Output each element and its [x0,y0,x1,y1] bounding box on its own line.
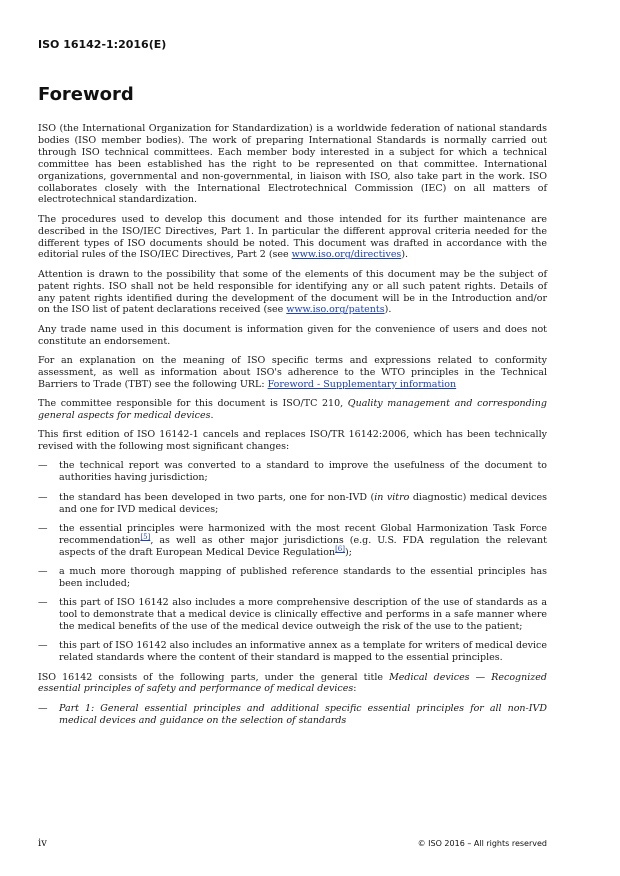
paragraph-patents [38,269,547,317]
dash-bullet: — [38,702,48,714]
list-item [38,566,547,590]
committee-name: Quality management and corresponding general aspects for medical devices [38,398,547,421]
paragraph-edition: This first edition of ISO 16142-1 cancels and replaces ISO/TR 16142:2006, which has been technically revised with the following most significant changes: [38,429,547,453]
paragraph-iso-intro: ISO (the International Organization for Standardization) is a worldwide federation of national standards bodies (ISO member bodies). The work of preparing International Standards is normally carried out through ISO technical committees. Each member body interested in a subject for which a technical committee has been established has the right to be represented on that committee. International organizations, governmental and non-governmental, in liaison with ISO, also take part in the work. ISO collaborates closely with the International Electrotechnical Commission (IEC) on all matters of electrotechnical standardization. [38,123,547,206]
paragraph-conformity [38,355,547,391]
page-number: iv [38,838,47,849]
paragraph-trade-name: Any trade name used in this document is information given for the convenience of users and does not constitute an endorsement. [38,323,547,347]
copyright-notice: © ISO 2016 – All rights reserved [417,839,547,848]
list-item-text: diagnostic) medical devices and one for IVD medical devices; [59,491,547,515]
dash-bullet: — [38,460,48,472]
list-item-text: a much more thorough mapping of published reference standards to the essential principles has been included; [59,566,547,589]
list-item [38,597,547,633]
directives-link[interactable]: www.iso.org/directives [291,249,402,261]
paragraph-parts-end: : [353,683,357,695]
paragraph-committee-text: The committee responsible for this document is ISO/TC 210, [38,398,348,410]
supplementary-info-link[interactable]: Foreword - Supplementary information [267,378,457,390]
paragraph-committee [38,398,547,422]
paragraph-patents-text: Attention is drawn to the possibility that some of the elements of this document may be the subject of patent rights. ISO shall not be held responsible for identifying any or all such patent rights. Details of any patent rights identified during the development of the document will be in the Introduction and/or on the ISO list of patent declarations received (see [38,268,547,316]
list-item [38,523,547,559]
list-item-text: this part of ISO 16142 also includes a more comprehensive description of the use of standards as a tool to demonstrate that a medical device is clinically effective and performs in a safe manner where the medical benefits of the use of the medical device outweigh the risk of the use to the patient; [59,597,547,633]
paragraph-conformity-text: For an explanation on the meaning of ISO specific terms and expressions related to conformity assessment, as well as information about ISO's adherence to the WTO principles in the Technical Barriers to Trade (TBT) see the following URL: [38,354,547,390]
list-item [38,703,547,727]
in-vitro-italic: in vitro [374,491,410,503]
paragraph-parts-text: ISO 16142 consists of the following parts, under the general title [38,671,390,683]
list-item [38,492,547,516]
changes-list [38,460,547,664]
foreword-body [38,123,547,734]
paragraph-procedures [38,214,547,262]
dash-bullet: — [38,522,48,534]
list-item-text: the standard has been developed in two parts, one for non-IVD ( [59,491,375,503]
reference-link-5[interactable]: [5] [140,532,151,541]
dash-bullet: — [38,640,48,652]
paragraph-parts [38,672,547,696]
paragraph-procedures-text: The procedures used to develop this document and those intended for its further maintenance are described in the ISO/IEC Directives, Part 1. In particular the different approval criteria needed for the different types of ISO documents should be noted. This document was drafted in accordance with the editorial rules of the ISO/IEC Directives, Part 2 (see [38,213,547,261]
dash-bullet: — [38,597,48,609]
paragraph-committee-end: . [210,409,214,421]
general-title: Medical devices — Recognized essential principles of safety and performance of medical devices [38,671,547,695]
page-title: Foreword [38,84,134,105]
document-id: ISO 16142-1:2016(E) [38,38,167,51]
list-item-text: the essential principles were harmonized with the most recent Global Harmonization Task Force recommendation [59,522,547,546]
list-item-text: the technical report was converted to a standard to improve the usefulness of the document to authorities having jurisdiction; [59,460,547,484]
list-item-text: ); [344,546,352,558]
list-item [38,460,547,484]
dash-bullet: — [38,566,48,577]
list-item-text: , as well as other major jurisdictions (e.g. U.S. FDA regulation the relevant aspects of the draft European Medical Device Regulation [59,534,547,558]
reference-link-6[interactable]: [6] [335,544,345,553]
paragraph-patents-end: ). [384,304,392,316]
dash-bullet: — [38,491,48,503]
parts-list [38,703,547,727]
list-item [38,640,547,664]
patents-link[interactable]: www.iso.org/patents [286,304,385,316]
paragraph-procedures-end: ). [401,249,409,261]
list-item-text: this part of ISO 16142 also includes an informative annex as a template for writers of medical device related standards where the content of their standard is mapped to the essential principles. [59,640,547,664]
list-item-text: Part 1: General essential principles and additional specific essential principles for all non-IVD medical devices and guidance on the selection of standards [59,702,547,726]
